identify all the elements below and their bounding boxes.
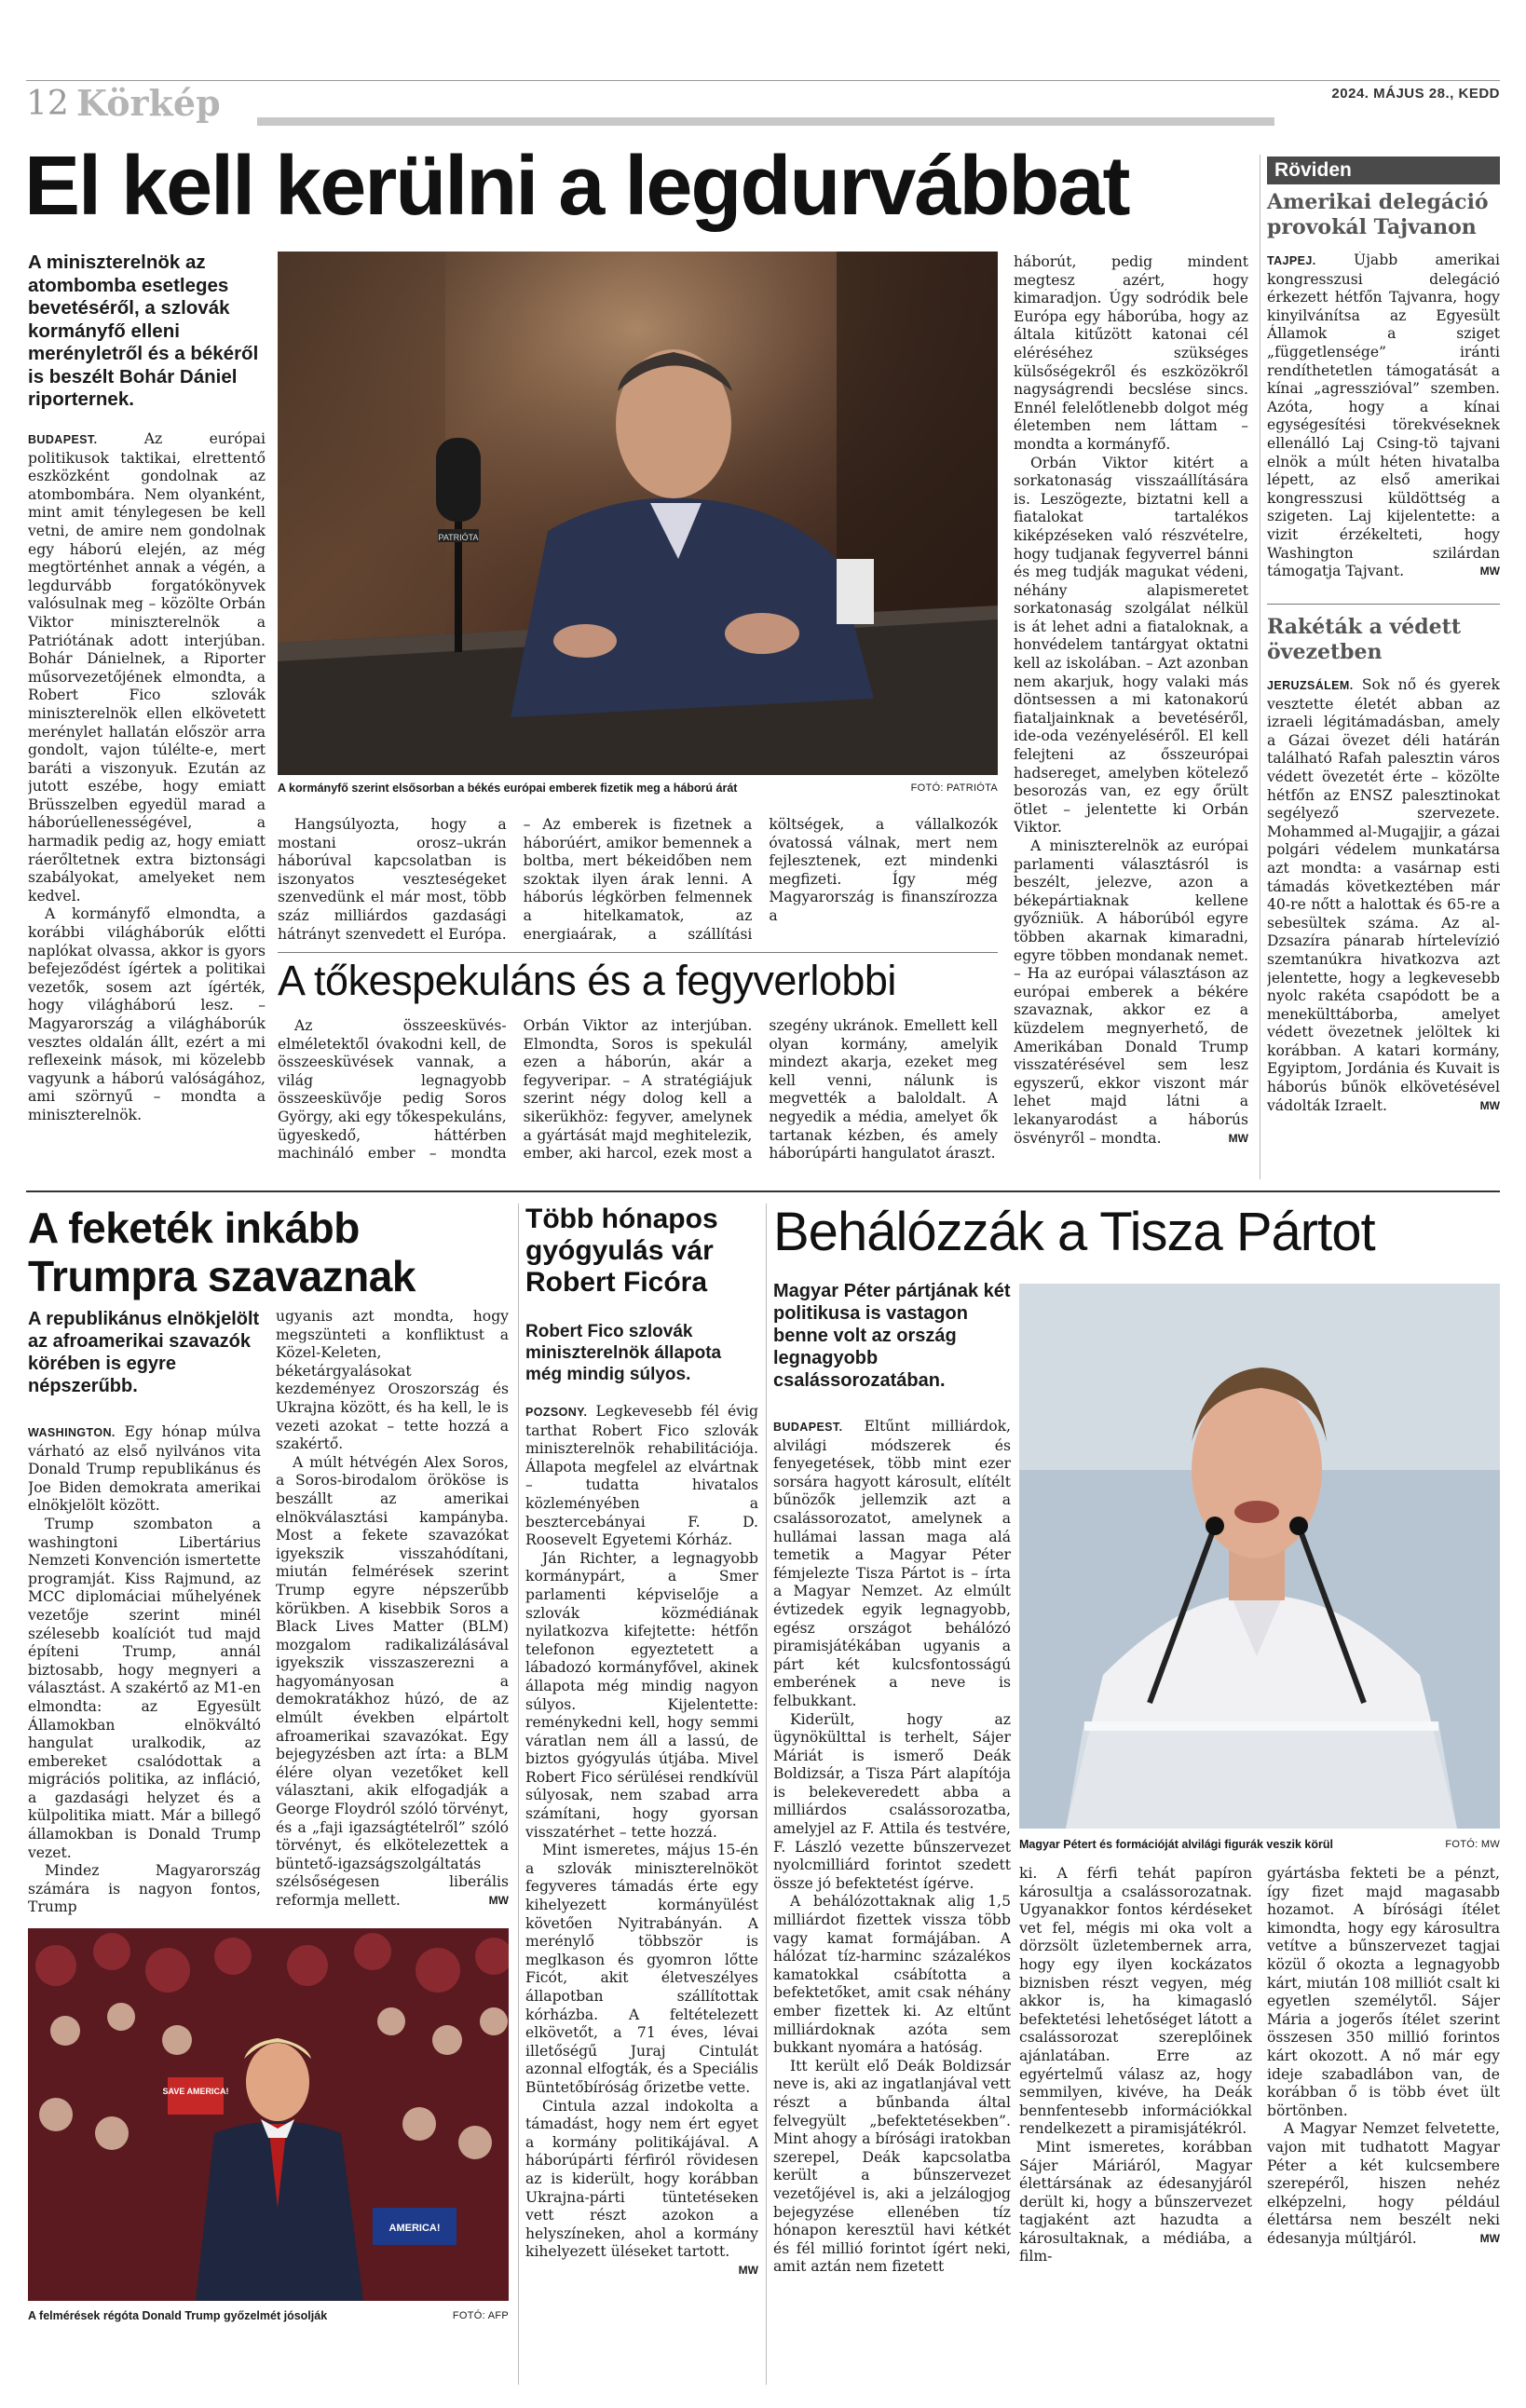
trump-col2-p2-text: A múlt hétvégén Alex Soros, a Soros-birodalom örököse is beszállt az amerikai elnökválasztási kampányba. Most a fekete szavazókat igyekszik visszahódítani, miután felmérések szerint Trump egyre népszerűbb körükben. A kisebbik Soros a Black Lives Matter (BLM) mozgalom radikalizálásával igyekszik visszaszerezni a hagyományosan a demokratákhoz húzó, de az elmúlt években elpártolt afroamerikai szavazókat. Egy bejegyzésben azt írta: a BLM élére olyan vezetőket kell választani, akik elfogadják a George Floydról szóló törvényt, és a „faji igazságtételről” szóló törvényt, és elkötelezettek a büntető-igazságszolgáltatás szélsőségesen liberális reformja mellett.	[276, 1453, 509, 1909]
fico-p1: Legkevesebb fél évig tarthat Robert Fico szlovák miniszterelnök rehabilitációja. Állapota megfelel az elvártnak – tudatta hivatalos közleményében a besztercebányai F. D. Roosevelt Egyetemi Kórház.	[525, 1403, 758, 1549]
sidebar-item-rule	[1267, 604, 1500, 605]
sub-text	[278, 1017, 998, 1177]
taiwan-dateline: TAJPEJ.	[1267, 254, 1316, 267]
mic-label: PATRIÓTA	[438, 533, 479, 542]
trump-dateline: WASHINGTON.	[28, 1426, 116, 1439]
trump-photo-caption	[28, 2308, 509, 2323]
main-col-right	[1014, 253, 1248, 1176]
rafah-dateline: JERUZSÁLEM.	[1267, 679, 1354, 692]
fico-p4-text: Cintula azzal indokolta a támadást, hogy nem ért egyet a kormány politikájával. A háborúpárti férfiról rövidesen az is kiderült, hogy korábban Ukrajna-párti tüntetéseken vett részt azokon a helyszíneken, ahol a kormány kihelyezett üléseket tartott.	[525, 2097, 758, 2261]
main-right-p3	[1014, 837, 1248, 1148]
main-right-p3-text: A miniszterelnök az európai parlamenti választásról is beszélt, jelezve, azon a békepártiaknak kellene győzniük. A háborúból egyre többen akarnak kimaradni, egyre többen mondanak nemet. – Ha az európai választáson az európai emberek a békére szavaznak, akkor ez a küzdelem megnyerhető, de Amerikában Donald Trump visszatérésével sem lesz egyszerű, ekkor viszont már lehet majd látni a lekanyarodást a háborús ösvényről – mondta.	[1014, 837, 1248, 1147]
tisza-photo-credit: FOTÓ: MW	[1445, 1839, 1500, 1850]
main-photo-credit: FOTÓ: PATRIÓTA	[910, 782, 998, 794]
trump-col2-p2	[276, 1454, 509, 1911]
main-headline: El kell kerülni a legdurvábbat	[24, 140, 1129, 233]
trump-photo-credit: FOTÓ: AFP	[452, 2310, 509, 2321]
tisza-photo-caption-text: Magyar Pétert és formációját alvilági figurák veszik körül	[1019, 1838, 1333, 1851]
tisza-col3-p1: gyártásba fekteti be a pénzt, így fizet majd magasabb hozamot. A bírósági ítélet kimondta, hogy egy károsultra vetítve a bűnszervezet tagjai közül ő okozta a legnagyobb kárt, miután 108 milliót csalt ki egyetlen személytől. Sájer Mária a jogerős ítélet szerint összesen 350 millió forintos kárt okozott. A nő már egy ideje szabadlábon van, de korábban ő is több évet ült börtönben.	[1267, 1865, 1500, 2119]
trump-col2-p1: ugyanis azt mondta, hogy megszünteti a konfliktust a Közel-Keleten, béketárgyalásokat kezdeményez Oroszország és Ukrajna között, és ha kell, le is vezeti azokat – tette hozzá a szakértő.	[276, 1308, 509, 1453]
tisza-col2	[1019, 1865, 1252, 2368]
speaker-scene-icon	[1019, 1284, 1500, 1829]
main-mw: MW	[1228, 1131, 1248, 1145]
sub-text-body: Az összeesküvés-elméletektől óvakodni kell, de összeesküvések vannak, a világ legnagyobb összeesküvője pedig Soros György, aki egy tőkespekuláns, ügyeskedő, háttérben machináló ember – mondta Orbán Viktor az interjúban. Elmondta, Soros is spekulál ezen a háborún, akár a fegyveripar. – A stratégiájuk szerint négy dolog kell a sikerükhöz: fegyver, amelynek a gyártását majd meghitelezik, ember, aki harcol, ezek most a szegény ukránok. Emellett kell olyan kormány, amelyik mindezt akarja, ezeket meg kell venni, nálunk is megvették a baloldalt. A negyedik a média, amelyet ők tartanak kézben, és amely háborúpárti hangulatot áraszt.	[278, 1017, 998, 1163]
sub-headline: A tőkespekuláns és a fegyverlobbi	[278, 957, 896, 1004]
main-lead: A miniszterelnök az atombomba esetleges bevetéséről, a szlovák kormányfő elleni merényletről és a békéről is beszélt Bohár Dániel riporternek.	[28, 252, 259, 410]
trump-col1	[28, 1423, 261, 1917]
tisza-photo-caption	[1019, 1837, 1500, 1852]
taiwan-headline: Amerikai delegáció provokál Tajvanon	[1267, 190, 1489, 239]
main-photo-caption	[278, 781, 998, 796]
tisza-col3	[1267, 1865, 1500, 2368]
tisza-col3-p2-text: A Magyar Nemzet felvetette, vajon mit tudhatott Magyar Péter a két kulcsembere szerepéről, hiszen nehéz elképzelni, hogy például élettársa nem beszélt neki édesanyja múltjáról.	[1267, 2120, 1500, 2247]
section-rule	[257, 117, 1274, 126]
sub-text-p	[278, 1017, 998, 1177]
fico-dateline: POZSONY.	[525, 1406, 588, 1419]
tisza-col1-p2: Kiderült, hogy az ügynökülttal is terhelt, Sájer Máriát is ismerő Deák Boldizsár, a Tisza Párt alapítója is belekeveredett abba a milliárdos csalássorozatba, amelyjel az F. Attila és testvére, F. László vezette bűnszervezet nyolcmilliárd forintot szedett össze jó befektetést ígérve.	[773, 1710, 1011, 1892]
main-col1-p2: A kormányfő elmondta, a korábbi világháborúk előtti naplókat olvassa, akkor is gyors befejeződést ígértek a politikai vezetők, sosem azt ígérték, hogy világháború lesz. – Magyarország a világháborúk vesztes oldalán állt, ezért a mi reflexeink mások, mi közelebb vagyunk a háború valóságához, ami szörnyű – mondta a miniszterelnök.	[28, 905, 266, 1123]
trump-col1-p3: Mindez Magyarország számára is nagyon fontos, Trump	[28, 1862, 261, 1916]
fico-lead: Robert Fico szlovák miniszterelnök állapota még mindig súlyos.	[525, 1322, 722, 1384]
tisza-lead: Magyar Péter pártjának két politikusa is vastagon benne volt az ország legnagyobb csalássorozatában.	[773, 1281, 1011, 1391]
top-rule	[26, 80, 1500, 81]
main-dateline: BUDAPEST.	[28, 433, 98, 446]
fico-headline: Több hónapos gyógyulás vár Robert Ficóra	[525, 1204, 718, 1298]
tisza-col1-p4: Itt került elő Deák Boldizsár neve is, aki az ingatlanjával vett részt a bűnbanda által felvegyült „befektetésekben”. Mint ahogy a bírósági iratokban szerepel, Deák kapcsolatba került a bűnszervezet vezetőjével is, aki a jelzálogjog bejegyzése ellenében tíz hónapon keresztül havi kétkét és fél millió forintot ígért neki, amit aztán nem fizetett	[773, 2057, 1011, 2276]
fico-text	[525, 1403, 758, 2368]
sub-rule	[278, 952, 998, 953]
main-right-p1: háborút, pedig mindent megtesz azért, hogy kimaradjon. Úgy sodródik bele Európa egy háborúba, hogy az általa kitűzött katonai cél eléréséhez szükséges külsőségekről és eszközökről nagyságrendi becslése sincs. Ennél felelőtlenebb dolgot még életemben nem láttam – mondta a kormányfő.	[1014, 253, 1248, 453]
taiwan-mw: MW	[1479, 565, 1500, 578]
main-photo-caption-text: A kormányfő szerint elsősorban a békés európai emberek fizetik meg a háború árát	[278, 782, 738, 795]
rally-sign-text: SAVE AMERICA!	[162, 2087, 229, 2096]
fico-p2: Ján Richter, a legnagyobb kormánypárt, a Smer parlamenti képviselője a szlovák közmédiának nyilatkozva kifejtette: hétfőn telefonon egyeztetett a lábadozó kormányfővel, akinek állapota még mindig nagyon súlyos. Kijelentette: reménykedni kell, hogy semmi váratlan nem áll a lassú, de biztos gyógyulás útjába. Mivel Robert Fico sérülései rendkívül súlyosak, nem szabad arra számítani, hogy gyorsan visszatérhet – tette hozzá.	[525, 1549, 758, 1841]
trump-rally-photo	[28, 1928, 509, 2301]
section-name: Körkép	[76, 82, 221, 124]
main-lower-p1: Hangsúlyozta, hogy a mostani orosz–ukrán háborúval kapcsolatban is iszonyatos veszteségeket szenvedünk el már most, több száz milliárdos gazdasági hátrányt szenvedett el Európa. – Az emberek is fizetnek a háborúért, amikor bemennek a boltba, mert békeidőben nem szoktak ilyen árak lenni. A háborús légkörben felmennek a hitelkamatok, az energiaárak, a szállítási költségek, a vállalkozók óvatossá válnak, mert nem fejlesztenek, ezt mindenki megfizeti. Így még Magyarország is finanszírozza a	[278, 816, 998, 943]
tisza-headline: Behálózzák a Tisza Pártot	[773, 1202, 1375, 1262]
sidebar-label: Röviden	[1267, 156, 1500, 184]
interview-scene-icon	[278, 252, 998, 775]
rafah-body: Sok nő és gyerek vesztette életét abban az izraeli légitámadásban, amely a Gázai övezet déli határán található Rafah palesztin város védett övezetét érte – közölte hétfőn az ENSZ palesztinokat segélyező szervezete. Mohammed al-Mugajjir, a gázai polgári védelem munkatársa azt mondta: a vasárnap esti támadás következtében már 40-re nőtt a halottak és 65-re a sebesültek száma. Az al-Dzsazíra pánarab hírtelevízió szemtanúkra hivatkozva azt jelentette, hogy a legkevesebb nyolc rakéta csapódott be a menekülttáborba, amelyet védett övezetnek jelöltek ki korábban. A katari kormány, Egyiptom, Jordánia és Kuvait is háborús bűnök elkövetésével vádolták Izraelt.	[1267, 676, 1500, 1114]
sidebar-item-rafah	[1267, 615, 1500, 1179]
tisza-col1-p3: A behálózottaknak alig 1,5 milliárdot fizettek vissza több vagy kamat formájában. A hálózat tíz-harminc százalékos kamatokkal csábította a befektetőket, amit csak néhány ember fizettek ki. Az eltűnt milliárdoknak azóta sem bukkant nyomára a hatóság.	[773, 1893, 1011, 2057]
sidebar-item-taiwan	[1267, 190, 1500, 582]
rally-sign2-text: AMERICA!	[388, 2223, 441, 2234]
tisza-mw: MW	[1479, 2231, 1500, 2245]
magyar-peter-photo	[1019, 1284, 1500, 1829]
main-lower-text	[278, 816, 998, 945]
taiwan-text	[1267, 252, 1500, 582]
trump-mw: MW	[488, 1894, 509, 1907]
rally-crowd-icon	[28, 1928, 509, 2301]
page-number: 12	[26, 85, 69, 123]
main-col1	[28, 430, 266, 1176]
tisza-col1-p1: Eltűnt milliárdok, alvilági módszerek és fenyegetések, több mint ezer sorsára hagyott károsult, elítélt bűnözők jellemzik azt a csalássorozatot, amelynek a hullámai lassan maga alá temetik a Magyar Péter fémjelezte Tisza Pártot is – írta a Magyar Nemzet. Az elmúlt évtizedek egyik legnagyobb, egész országot behálózó piramisjátékában ugyanis a párt két kulcsfontosságú emberének a neve is felbukkant.	[773, 1418, 1011, 1709]
mid-rule	[26, 1190, 1500, 1192]
fico-tisza-divider	[766, 1204, 767, 2385]
trump-col1-p1: Egy hónap múlva várható az első nyilvános vita Donald Trump republikánus és Joe Biden demokrata amerikai elnökjelölt között.	[28, 1423, 261, 1515]
rafah-mw: MW	[1479, 1098, 1500, 1112]
tisza-col3-p2	[1267, 2120, 1500, 2248]
main-col1-p1: Az európai politikusok taktikai, elrettentő eszközként gondolnak az atombombára. Nem olyanként, mint amit ténylegesen be kell vetni, de amire nem gondolnak egy háború elején, az még megtörténhet annak a végén, a legdurvább forgatókönyvek valósulnak meg – közölte Orbán Viktor miniszterelnök a Patriótának adott interjúban. Bohár Dánielnek, a Riporter műsorvezetőjének elmondta, a Robert Fico szlovák miniszterelnök ellen elkövetett merénylet hallatán először arra gondolt, vajon túlélte-e, mert baráti a viszonyuk. Ezután az jutott eszébe, hogy emiatt Brüsszelben egyedül marad a háborúellenességével, a harmadik pedig az, hogy emiatt ráerőltetnek extra biztonsági szabályokat, amelyeket nem kedvel.	[28, 430, 266, 905]
trump-col1-p2: Trump szombaton a washingtoni Libertárius Nemzeti Konvención ismertette programját. Kiss Rajmund, az MCC diplomáciai műhelyének vezetője szerint minél szélesebb koalíciót tud majd építeni Trump, annál biztosabb, hogy megnyeri a választást. A szakértő az M1-en elmondta: az Egyesült Államokban elnökváltó hangulat uralkodik, az embereket csalódottak a migrációs politika, az infláció, a gazdasági helyzet és a külpolitika miatt. Már a billegő államokban is Donald Trump vezet.	[28, 1515, 261, 1861]
fico-p4	[525, 2097, 758, 2277]
trump-headline: A feketék inkább Trumpra szavaznak	[28, 1204, 416, 1300]
tisza-dateline: BUDAPEST.	[773, 1421, 843, 1434]
tisza-col2-p2: Mint ismeretes, korábban Sájer Máriáról, Magyar élettársának az édesanyjáról derült ki, hogy a bűnszervezet tagjaként azt hazudta a károsultaknak, a médiába, a film-	[1019, 2138, 1252, 2265]
fico-mw: MW	[738, 2263, 758, 2277]
orban-interview-photo	[278, 252, 998, 775]
tisza-col2-p1: ki. A férfi tehát papíron károsultja a csalássorozatnak. Ugyanakkor fontos kérdéseket vet fel, mégis mi oka volt a dörzsölt üzletembernek arra, hogy egy ilyen kockázatos biznisben részt vegyen, még akkor is, ha kimagasló befektetési lehetőséget látott a csalássorozat szereplőinek ajánlatában. Erre az egyértelmű válasz az, hogy semmilyen, kivéve, ha Deák bennfentesebb információkkal rendelkezett a piramisjátékról.	[1019, 1865, 1252, 2138]
trump-fico-divider	[518, 1204, 519, 2385]
fico-p3: Mint ismeretes, május 15-én a szlovák miniszterelnököt fegyveres támadás érte egy kihelyezett kormányülést követően Nyitrabányán. A merénylő többször is meglkason és gyomron lőtte Ficót, akit életveszélyes állapotban szállítottak kórházba. A feltételezett elkövetőt, a 71 éves, lévai illetőségű Juraj Cintulát azonnal elfogták, és a Speciális Büntetőbíróság őrizetbe vette.	[525, 1842, 758, 2096]
taiwan-body: Újabb amerikai kongresszusi delegáció érkezett hétfőn Tajvanra, hogy kinyilvánítsa az Egyesült Államok a sziget „függetlensége” iránti rendíthetetlen támogatását a kínai „agresszióval” szemben. Azóta, hogy a kínai egységesítési törekvéseknek ellenálló Laj Csing-tö tajvani elnök a múlt héten hivatalba lépett, az első amerikai kongresszusi küldöttség a szigeten. Laj kijelentette: a vizit érzékelteti, hogy Washington szilárdan támogatja Tajvant.	[1267, 252, 1500, 580]
trump-lead: A republikánus elnökjelölt az afroamerikai szavazók körében is egyre népszerűbb.	[28, 1309, 260, 1396]
main-right-p2: Orbán Viktor kitért a sorkatonaság visszaállítására is. Leszögezte, biztatni kell a fiatalokat tartalékos kiképzéseken való részvételre, hogy tudjanak fegyverrel bánni és meg tudják magukat védeni, néhány alapismeretet sorkatonaság szolgálat nélkül is át lehet adni a fiataloknak, a honvédelem tantárgyat oktatni kell az iskolában. – Azt azonban nem akarjuk, hogy valaki más döntsessen a mi katonakorú fiataljainknak a bevetéséről, ide-oda vezényeléséről. El kell felejteni az ősszeurópai hadsereget, amelyben kötelező besorozás van, ez egy őrült ötlet – jelentette ki Orbán Viktor.	[1014, 454, 1248, 837]
rafah-headline: Rakéták a védett övezetben	[1267, 615, 1462, 664]
trump-col2	[276, 1308, 509, 1917]
rafah-text	[1267, 676, 1500, 1179]
trump-photo-caption-text: A felmérések régóta Donald Trump győzelmét jósolják	[28, 2309, 328, 2322]
issue-date: 2024. MÁJUS 28., KEDD	[1331, 86, 1500, 102]
tisza-col1	[773, 1418, 1011, 2368]
